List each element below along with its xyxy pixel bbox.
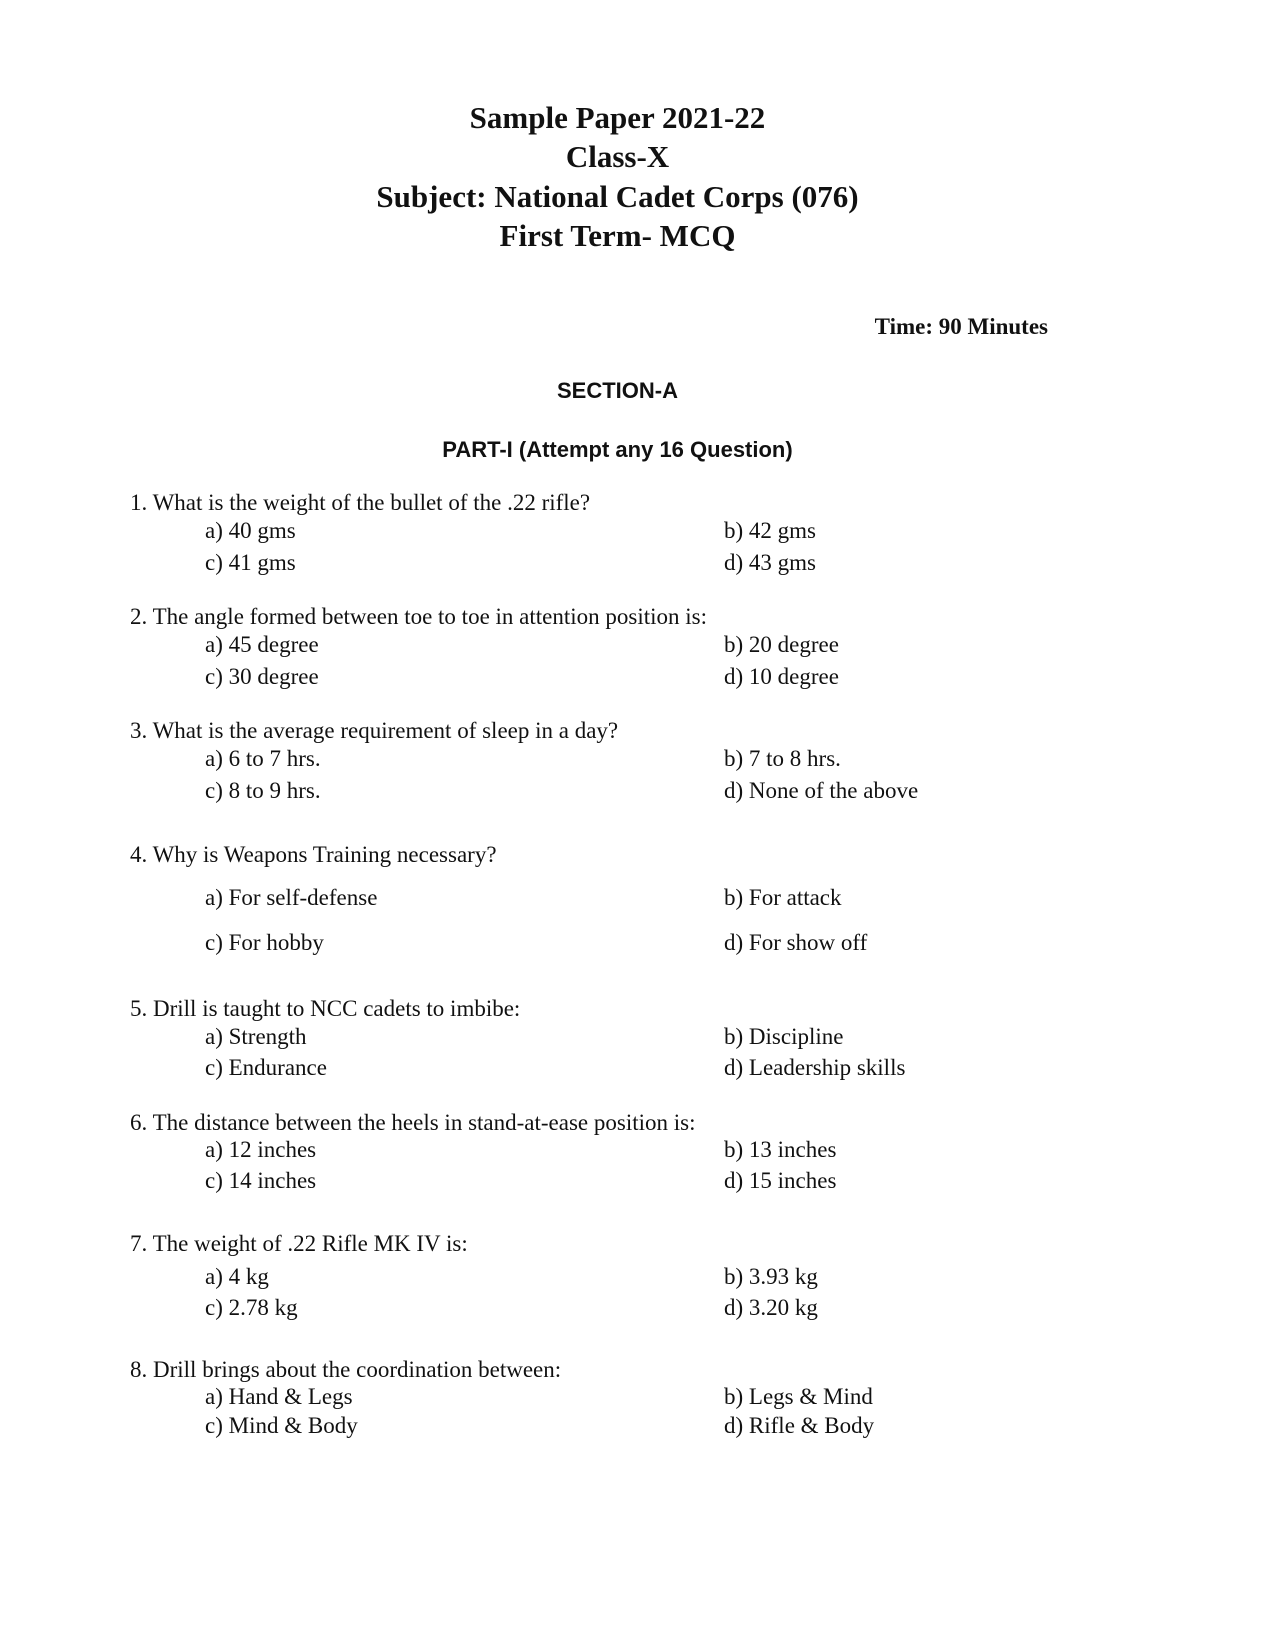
option-b: b) Discipline — [724, 1024, 844, 1049]
question-text: 4. Why is Weapons Training necessary? — [130, 842, 497, 867]
question-text: 3. What is the average requirement of sleep in a day? — [130, 718, 619, 743]
option-a: a) 4 kg — [205, 1264, 269, 1289]
option-d: d) 15 inches — [724, 1168, 837, 1193]
option-a: a) 6 to 7 hrs. — [205, 746, 321, 771]
option-a: a) 12 inches — [205, 1137, 317, 1162]
option-d: d) Leadership skills — [724, 1055, 906, 1080]
subject-label: Subject: National Cadet Corps (076) — [376, 179, 859, 214]
question-text: 2. The angle formed between toe to toe in attention position is: — [130, 604, 707, 629]
option-b: b) 20 degree — [724, 632, 839, 657]
option-c: c) 14 inches — [205, 1168, 317, 1193]
option-b: b) 7 to 8 hrs. — [724, 746, 841, 771]
time-allowed: Time: 90 Minutes — [874, 314, 1048, 339]
option-c: c) 2.78 kg — [205, 1295, 298, 1320]
option-b: b) Legs & Mind — [724, 1384, 873, 1409]
question-7 — [130, 1230, 1130, 1320]
question-1 — [130, 489, 1130, 575]
question-4 — [130, 841, 1130, 955]
option-a: a) Strength — [205, 1024, 307, 1049]
option-b: b) 13 inches — [724, 1137, 837, 1162]
question-3 — [130, 717, 1130, 803]
question-text: 5. Drill is taught to NCC cadets to imbibe: — [130, 996, 521, 1021]
question-5 — [130, 995, 1130, 1080]
term-label: First Term- MCQ — [499, 218, 736, 253]
option-a: a) Hand & Legs — [205, 1384, 353, 1409]
section-title: SECTION-A — [557, 378, 678, 403]
option-c: c) Mind & Body — [205, 1413, 358, 1438]
option-a: a) For self-defense — [205, 885, 378, 910]
option-d: d) 3.20 kg — [724, 1295, 818, 1320]
question-2 — [130, 603, 1130, 689]
option-d: d) Rifle & Body — [724, 1413, 875, 1438]
option-b: b) 3.93 kg — [724, 1264, 818, 1289]
question-6 — [130, 1109, 1130, 1193]
option-c: c) Endurance — [205, 1055, 327, 1080]
question-text: 1. What is the weight of the bullet of the .22 rifle? — [130, 490, 591, 515]
option-d: d) None of the above — [724, 778, 919, 803]
option-d: d) 10 degree — [724, 664, 839, 689]
option-d: d) For show off — [724, 930, 868, 955]
option-c: c) 30 degree — [205, 664, 319, 689]
part-title: PART-I (Attempt any 16 Question) — [442, 437, 793, 462]
question-text: 6. The distance between the heels in stand-at-ease position is: — [130, 1110, 696, 1135]
class-label: Class-X — [565, 139, 670, 174]
option-b: b) For attack — [724, 885, 842, 910]
option-a: a) 45 degree — [205, 632, 319, 657]
question-text: 7. The weight of .22 Rifle MK IV is: — [130, 1231, 468, 1256]
option-c: c) 41 gms — [205, 550, 296, 575]
question-text: 8. Drill brings about the coordination between: — [130, 1357, 562, 1382]
option-c: c) For hobby — [205, 930, 324, 955]
paper-title: Sample Paper 2021-22 — [469, 100, 766, 135]
option-d: d) 43 gms — [724, 550, 816, 575]
option-c: c) 8 to 9 hrs. — [205, 778, 321, 803]
question-8 — [130, 1356, 1130, 1438]
option-b: b) 42 gms — [724, 518, 816, 543]
option-a: a) 40 gms — [205, 518, 296, 543]
